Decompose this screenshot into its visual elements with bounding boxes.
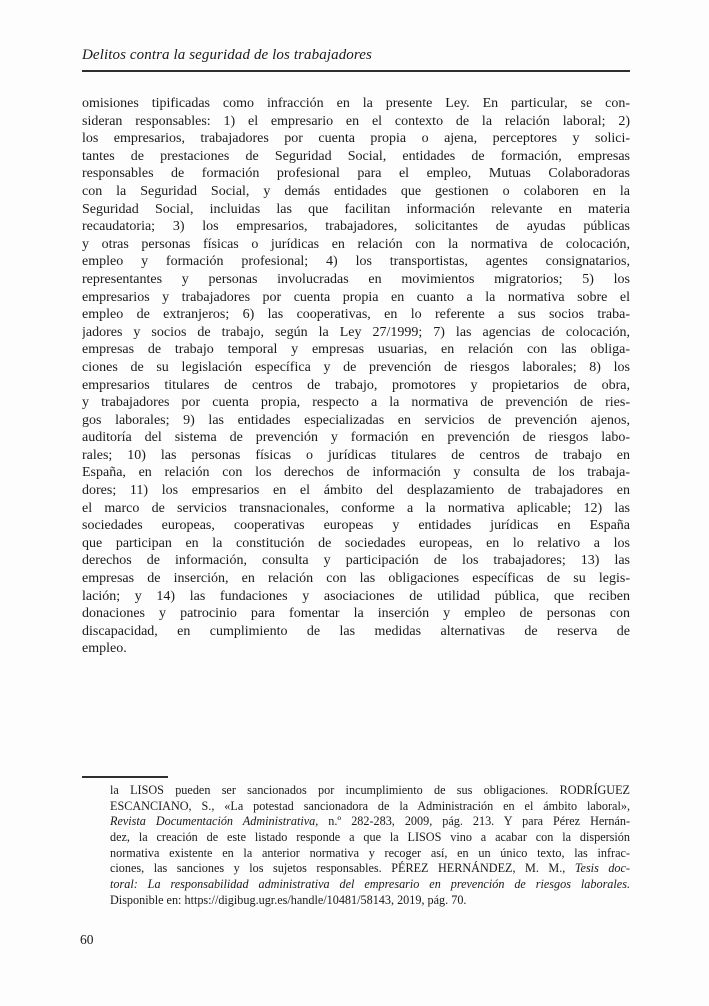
body-line: que participan en la constitución de sociedades europeas, en lo relativo a los	[82, 535, 630, 551]
body-line: jadores y socios de trabajo, según la Ley 27/1999; 7) las agencias de colocación,	[82, 324, 630, 340]
footnote-line	[110, 877, 630, 893]
body-line: el marco de servicios transnacionales, conforme a la normativa aplicable; 12) las	[82, 500, 630, 516]
footnote-text	[110, 783, 630, 909]
body-line: empresas de inserción, en relación con las obligaciones específicas de su legis-	[82, 571, 630, 587]
main-paragraph	[82, 95, 630, 658]
body-line: empleo.	[82, 641, 127, 657]
body-line: y otras personas físicas o jurídicas en relación con la normativa de colocación,	[82, 236, 630, 252]
footnote-italic-segment: Tesis doc-	[574, 861, 630, 876]
footnote-segment: normativa existente en la anterior normativa y recoger así, en un único texto, las infrac-	[110, 845, 630, 860]
header-rule	[82, 70, 630, 72]
body-line: omisiones tipificadas como infracción en la presente Ley. En particular, se con-	[82, 96, 630, 111]
footnote-segment: n.º 282-283, 2009, pág. 213. Y para Pérez Hernán-	[318, 814, 630, 829]
footnote-segment: dez, la creación de este listado responde a que la LISOS vino a acabar con la dispersión	[110, 830, 630, 845]
footnote-line	[110, 861, 630, 877]
footnote-line	[110, 783, 630, 799]
body-line: discapacidad, en cumplimiento de las medidas alternativas de reserva de	[82, 623, 630, 639]
body-line: empresas de trabajo temporal y empresas usuarias, en relación con las obliga-	[82, 342, 630, 358]
footnote-line	[110, 814, 630, 830]
footnote-italic-segment: toral: La responsabilidad administrativa del empresario en prevención de riesgos laborales.	[110, 877, 630, 892]
body-line: rales; 10) las personas físicas o jurídicas titulares de centros de trabajo en	[82, 447, 630, 463]
footnote-line	[110, 830, 630, 846]
footnote-segment: Disponible en: https://digibug.ugr.es/handle/10481/58143, 2019, pág. 70.	[110, 892, 467, 907]
body-line: representantes y personas involucradas en movimientos migratorios; 5) los	[82, 271, 630, 287]
body-line: empleo y formación profesional; 4) los transportistas, agentes consignatarios,	[82, 254, 630, 270]
body-line: sideran responsables: 1) el empresario en el contexto de la relación laboral; 2)	[82, 113, 630, 129]
body-line: empresarios y trabajadores por cuenta propia en cuanto a la normativa sobre el	[82, 289, 630, 305]
body-line: ciones de su legislación específica y de prevención de riesgos laborales; 8) los	[82, 359, 630, 375]
body-line: auditoría del sistema de prevención y formación en prevención de riesgos labo-	[82, 430, 630, 446]
body-line: empleo de extranjeros; 6) las cooperativas, en lo referente a sus socios traba-	[82, 307, 630, 323]
body-line: empresarios titulares de centros de trabajo, promotores y propietarios de obra,	[82, 377, 630, 393]
footnote-separator-rule	[82, 776, 168, 778]
body-line: derechos de información, consulta y participación de los trabajadores; 13) las	[82, 553, 630, 569]
footnote-line	[110, 893, 630, 909]
footnote-segment: ciones, las sanciones y los sujetos responsables. PÉREZ HERNÁNDEZ, M. M.,	[110, 861, 575, 876]
running-header-title: Delitos contra la seguridad de los trabajadores	[82, 47, 372, 63]
footnote-segment: ESCANCIANO, S., «La potestad sancionadora de la Administración en el ámbito laboral»,	[110, 798, 630, 813]
page-number: 60	[80, 932, 94, 947]
body-line: tantes de prestaciones de Seguridad Social, entidades de formación, empresas	[82, 148, 630, 164]
footnote-section	[82, 776, 630, 909]
body-line: los empresarios, trabajadores por cuenta propia o ajena, perceptores y solici-	[82, 131, 630, 147]
footnote-line	[110, 846, 630, 862]
body-line: y trabajadores por cuenta propia, respecto a la normativa de prevención de ries-	[82, 395, 630, 411]
body-line: con la Seguridad Social, y demás entidades que gestionen o colaboren en la	[82, 183, 630, 199]
body-line: España, en relación con los derechos de información y consulta de los trabaja-	[82, 465, 630, 481]
body-line: recaudatoria; 3) los empresarios, trabajadores, solicitantes de ayudas públicas	[82, 219, 630, 235]
body-line: responsables de formación profesional para el empleo, Mutuas Colaboradoras	[82, 166, 630, 182]
body-line: donaciones y patrocinio para fomentar la inserción y empleo de personas con	[82, 606, 630, 622]
body-line: lación; y 14) las fundaciones y asociaciones de utilidad pública, que reciben	[82, 588, 630, 604]
footnote-segment: la LISOS pueden ser sancionados por incumplimiento de sus obligaciones. RODRÍGUEZ	[110, 783, 630, 797]
body-line: gos laborales; 9) las entidades especializadas en servicios de prevención ajenos,	[82, 412, 630, 428]
footnote-line	[110, 799, 630, 815]
footnote-italic-segment: Revista Documentación Administrativa,	[110, 814, 319, 829]
body-line: sociedades europeas, cooperativas europeas y entidades jurídicas en España	[82, 518, 630, 534]
body-line: Seguridad Social, incluidas las que facilitan información relevante en materia	[82, 201, 630, 217]
body-line: dores; 11) los empresarios en el ámbito del desplazamiento de trabajadores en	[82, 483, 630, 499]
